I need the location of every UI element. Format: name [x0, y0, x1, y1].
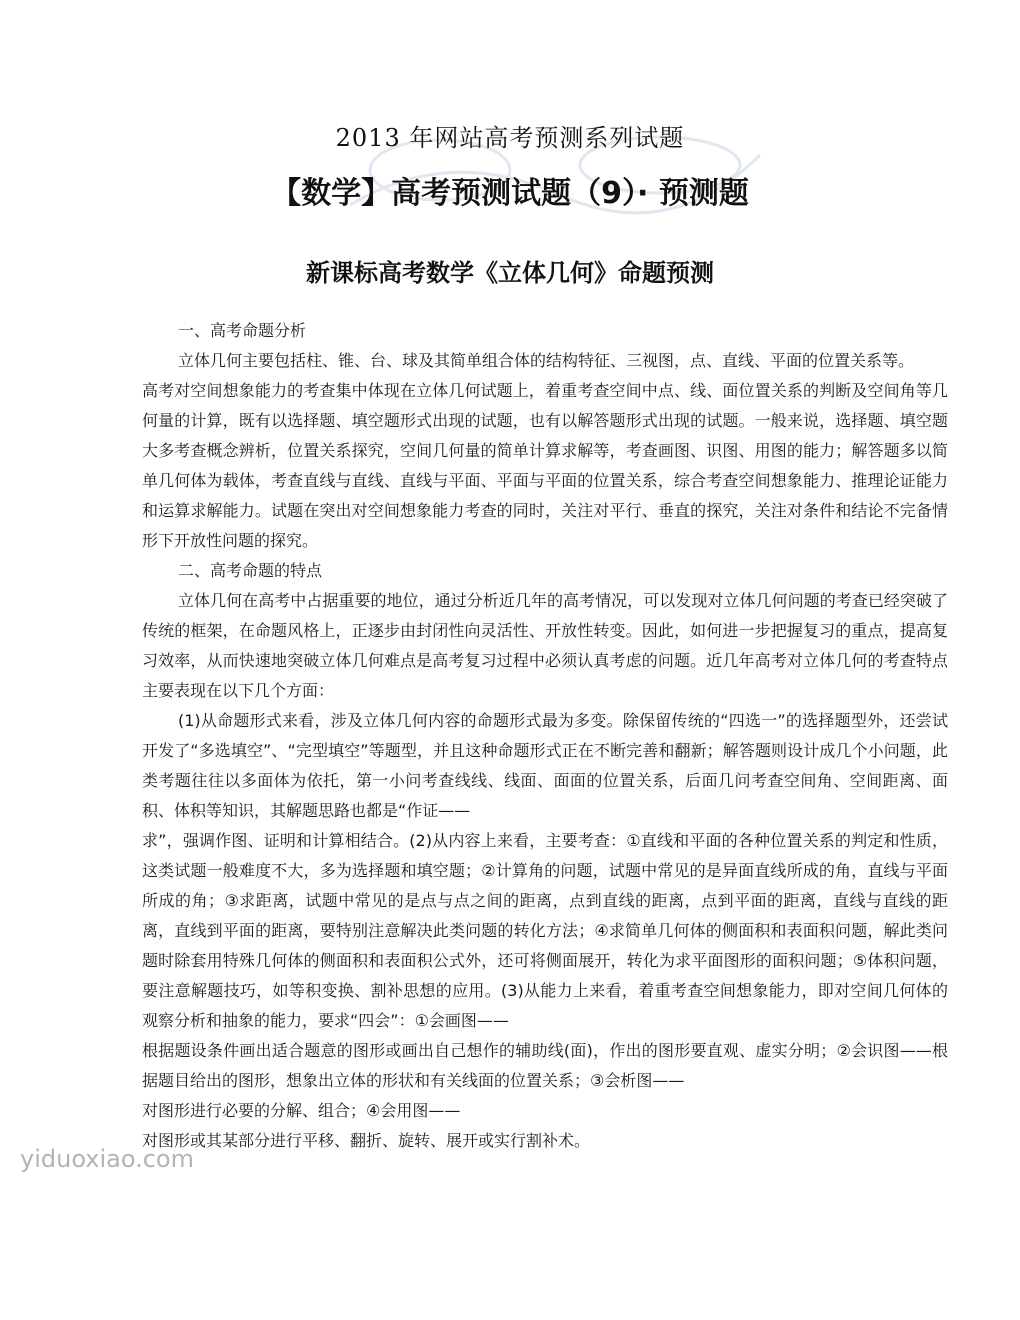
- header-title: 2013 年网站高考预测系列试题: [335, 124, 685, 152]
- document-subtitle: 新课标高考数学《立体几何》命题预测: [306, 259, 714, 287]
- paragraph: 立体几何主要包括柱、锥、台、球及其简单组合体的结构特征、三视图，点、直线、平面的位置关系等。: [178, 351, 915, 370]
- section-heading-2: 二、高考命题的特点: [178, 561, 323, 580]
- paragraph: 根据题设条件画出适合题意的图形或画出自己想作的辅助线(面)，作出的图形要直观、虚实分明；②会识图——根据题目给出的图形，想象出立体的形状和有关线面的位置关系；③会析图——: [142, 1041, 948, 1090]
- paragraph: 对图形进行必要的分解、组合；④会用图——: [142, 1101, 461, 1120]
- paragraph: 对图形或其某部分进行平移、翻折、旋转、展开或实行割补术。: [142, 1131, 591, 1150]
- paragraph: (1)从命题形式来看，涉及立体几何内容的命题形式最为多变。除保留传统的“四选一”的选择题型外，还尝试开发了“多选填空”、“完型填空”等题型，并且这种命题形式正在不断完善和翻新；解答题则设计成几个小问题，此类考题往往以多面体为依托，第一小问考查线线、线面、面面的位置关系，后面几问考查空间角、空间距离、面积、体积等知识，其解题思路也都是“作证——: [142, 711, 948, 820]
- site-watermark: yiduoxiao.com: [20, 1145, 194, 1173]
- paragraph: 立体几何在高考中占据重要的地位，通过分析近几年的高考情况，可以发现对立体几何问题的考查已经突破了传统的框架，在命题风格上，正逐步由封闭性向灵活性、开放性转变。因此，如何进一步把握复习的重点，提高复习效率，从而快速地突破立体几何难点是高考复习过程中必须认真考虑的问题。近几年高考对立体几何的考查特点主要表现在以下几个方面：: [142, 591, 948, 700]
- paragraph: 求”，强调作图、证明和计算相结合。(2)从内容上来看，主要考查：①直线和平面的各种位置关系的判定和性质，这类试题一般难度不大，多为选择题和填空题；②计算角的问题，试题中常见的是异面直线所成的角，直线与平面所成的角；③求距离，试题中常见的是点与点之间的距离，点到直线的距离，点到平面的距离，直线与直线的距离，直线到平面的距离，要特别注意解决此类问题的转化方法；④求简单几何体的侧面积和表面积问题，解此类问题时除套用特殊几何体的侧面积和表面积公式外，还可将侧面展开，转化为求平面图形的面积问题；⑤体积问题，要注意解题技巧，如等积变换、割补思想的应用。(3)从能力上来看，着重考查空间想象能力，即对空间几何体的观察分析和抽象的能力，要求“四会”：①会画图——: [142, 831, 948, 1030]
- paragraph: 高考对空间想象能力的考查集中体现在立体几何试题上，着重考查空间中点、线、面位置关系的判断及空间角等几何量的计算，既有以选择题、填空题形式出现的试题，也有以解答题形式出现的试题。一般来说，选择题、填空题大多考查概念辨析，位置关系探究，空间几何量的简单计算求解等，考查画图、识图、用图的能力；解答题多以简单几何体为载体，考查直线与直线、直线与平面、平面与平面的位置关系，综合考查空间想象能力、推理论证能力和运算求解能力。试题在突出对空间想象能力考查的同时，关注对平行、垂直的探究，关注对条件和结论不完备情形下开放性问题的探究。: [142, 381, 948, 550]
- section-heading-1: 一、高考命题分析: [178, 321, 307, 340]
- header-subject-title: 【数学】高考预测试题（9）· 预测题: [271, 176, 749, 211]
- document-body: [142, 316, 948, 1156]
